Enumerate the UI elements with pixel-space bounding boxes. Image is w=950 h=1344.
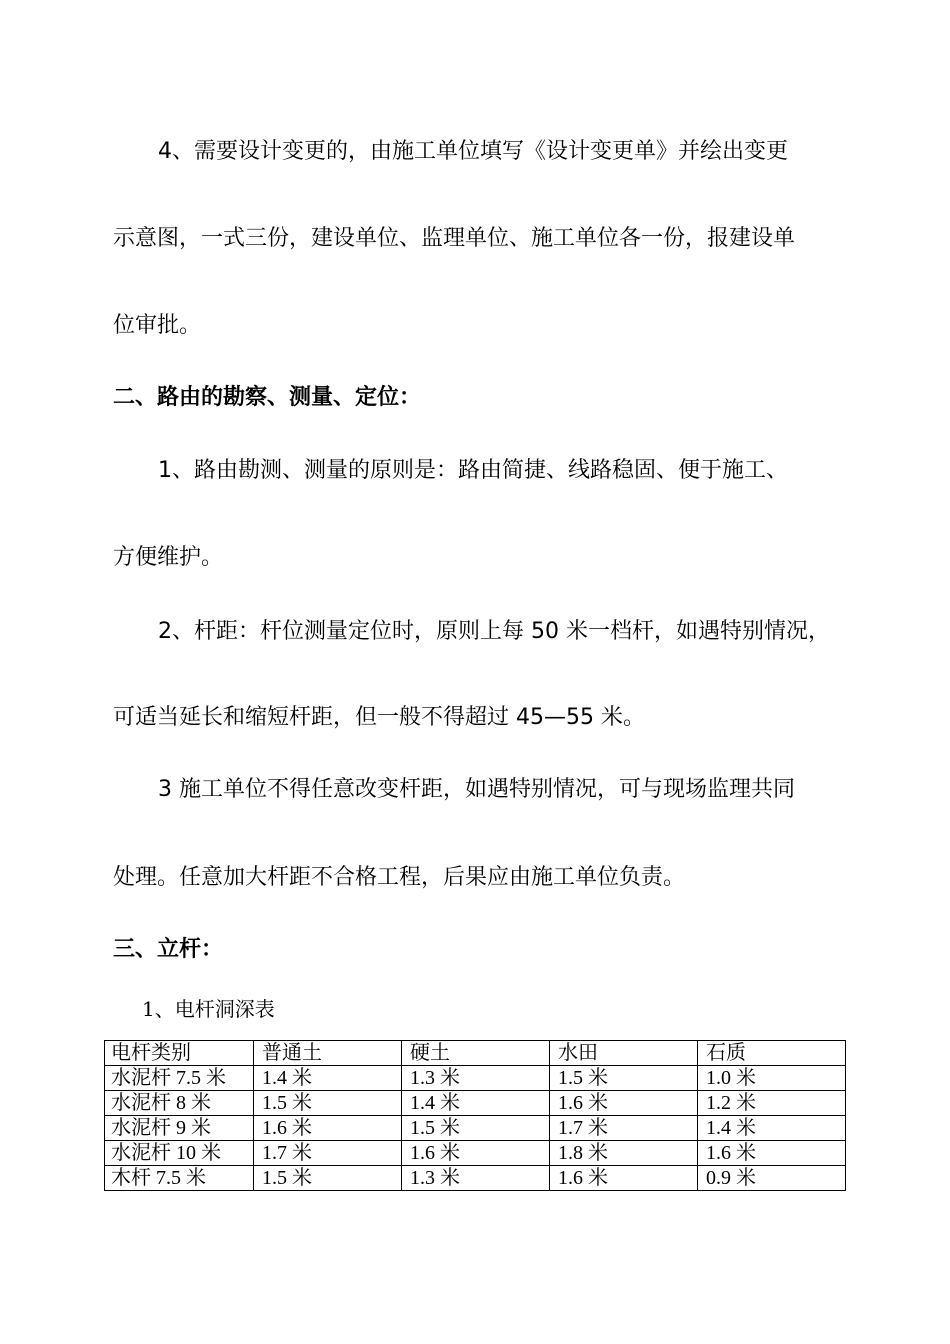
table-header-cell: 电杆类别 bbox=[105, 1041, 254, 1066]
table-row bbox=[105, 1166, 846, 1191]
paragraph-1-line-2: 方便维护。 bbox=[113, 545, 224, 570]
table-cell: 1.3 米 bbox=[402, 1066, 550, 1091]
table-cell: 1.7 米 bbox=[254, 1141, 402, 1166]
paragraph-3-line-1: 3 施工单位不得任意改变杆距，如遇特别情况，可与现场监理共同 bbox=[158, 777, 795, 802]
section-heading-3: 三、立杆： bbox=[113, 937, 224, 962]
table-cell: 1.6 米 bbox=[550, 1091, 698, 1116]
paragraph-4-line-3: 位审批。 bbox=[113, 313, 202, 338]
table-header-row bbox=[105, 1041, 846, 1066]
table-cell: 1.3 米 bbox=[402, 1166, 550, 1191]
table-cell: 水泥杆 8 米 bbox=[105, 1091, 254, 1116]
table-cell: 1.6 米 bbox=[550, 1166, 698, 1191]
table-cell: 1.5 米 bbox=[402, 1116, 550, 1141]
pole-hole-depth-table bbox=[104, 1040, 846, 1191]
table-cell: 1.7 米 bbox=[550, 1116, 698, 1141]
paragraph-1-line-1: 1、路由勘测、测量的原则是：路由简捷、线路稳固、便于施工、 bbox=[158, 458, 788, 483]
table-header-cell: 硬土 bbox=[402, 1041, 550, 1066]
table-cell: 1.4 米 bbox=[254, 1066, 402, 1091]
table-header-cell: 石质 bbox=[698, 1041, 846, 1066]
table-cell: 水泥杆 10 米 bbox=[105, 1141, 254, 1166]
table-cell: 水泥杆 7.5 米 bbox=[105, 1066, 254, 1091]
table-row bbox=[105, 1066, 846, 1091]
table-cell: 1.5 米 bbox=[550, 1066, 698, 1091]
table-cell: 水泥杆 9 米 bbox=[105, 1116, 254, 1141]
paragraph-2-line-1: 2、杆距：杆位测量定位时，原则上每 50 米一档杆，如遇特别情况， bbox=[158, 619, 830, 644]
table-row bbox=[105, 1116, 846, 1141]
table-cell: 1.6 米 bbox=[402, 1141, 550, 1166]
paragraph-4-line-1: 4、需要设计变更的，由施工单位填写《设计变更单》并绘出变更 bbox=[158, 139, 788, 164]
paragraph-3-line-2: 处理。任意加大杆距不合格工程，后果应由施工单位负责。 bbox=[113, 865, 686, 890]
table-row bbox=[105, 1141, 846, 1166]
table-cell: 1.2 米 bbox=[698, 1091, 846, 1116]
table-cell: 木杆 7.5 米 bbox=[105, 1166, 254, 1191]
table-cell: 1.0 米 bbox=[698, 1066, 846, 1091]
table-cell: 1.6 米 bbox=[698, 1141, 846, 1166]
table-cell: 1.5 米 bbox=[254, 1091, 402, 1116]
table-header-cell: 普通土 bbox=[254, 1041, 402, 1066]
table-row bbox=[105, 1091, 846, 1116]
table-cell: 1.4 米 bbox=[698, 1116, 846, 1141]
section-heading-2: 二、路由的勘察、测量、定位： bbox=[113, 385, 422, 410]
table-cell: 1.8 米 bbox=[550, 1141, 698, 1166]
table-caption: 1、电杆洞深表 bbox=[142, 997, 275, 1021]
table-cell: 1.4 米 bbox=[402, 1091, 550, 1116]
table-cell: 0.9 米 bbox=[698, 1166, 846, 1191]
paragraph-2-line-2: 可适当延长和缩短杆距，但一般不得超过 45—55 米。 bbox=[113, 705, 645, 730]
table-cell: 1.6 米 bbox=[254, 1116, 402, 1141]
paragraph-4-line-2: 示意图，一式三份，建设单位、监理单位、施工单位各一份，报建设单 bbox=[113, 226, 796, 251]
table-cell: 1.5 米 bbox=[254, 1166, 402, 1191]
table-header-cell: 水田 bbox=[550, 1041, 698, 1066]
